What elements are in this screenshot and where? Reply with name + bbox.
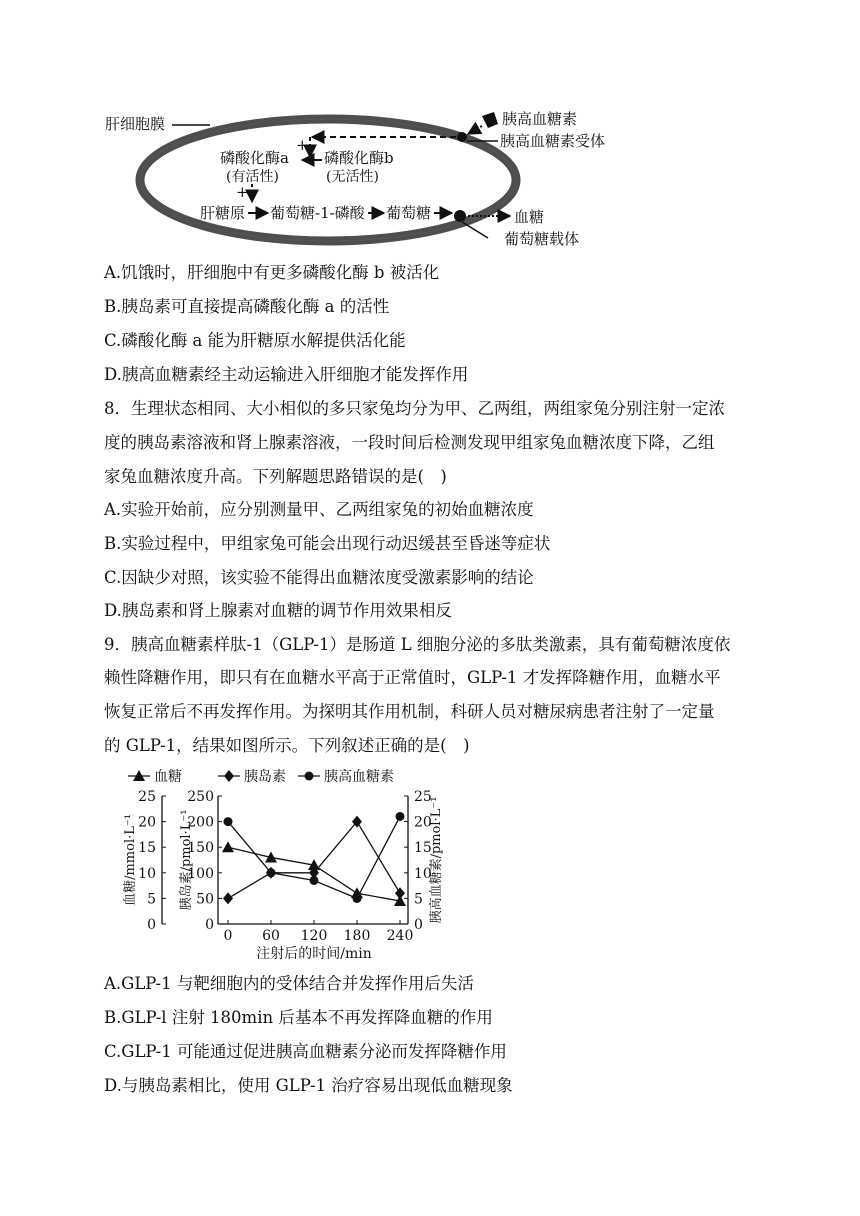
x-tick-label: 180 xyxy=(343,928,371,944)
series-2-point-2 xyxy=(310,876,319,885)
q8-option-c: C.因缺少对照，该实验不能得出血糖浓度受激素影响的结论 xyxy=(104,568,534,587)
series-2-point-3 xyxy=(353,894,362,903)
glucagon-shape xyxy=(482,112,498,128)
q7-option-c: C.磷酸化酶 a 能为肝糖原水解提供活化能 xyxy=(104,331,406,350)
right-tick-label: 25 xyxy=(414,789,432,805)
q8-stem-line-1: 8．生理状态相同、大小相似的多只家兔均分为甲、乙两组，两组家兔分别注射一定浓 xyxy=(104,399,725,418)
legend-marker-1 xyxy=(224,770,234,782)
left-tick-label: 5 xyxy=(147,891,156,908)
q8-stem-line-3: 家兔血糖浓度升高。下列解题思路错误的是( ) xyxy=(104,467,447,486)
carrier-shape xyxy=(454,210,466,222)
series-1-point-4 xyxy=(395,887,405,899)
left-tick-label: 15 xyxy=(138,840,156,857)
q8-option-b: B.实验过程中，甲组家兔可能会出现行动迟缓甚至昏迷等症状 xyxy=(104,534,551,553)
enzyme-b: 磷酸化酶b xyxy=(324,149,394,167)
q9-stem-line-2: 赖性降糖作用，即只有在血糖水平高于正常值时，GLP-1 才发挥降糖作用，血糖水平 xyxy=(104,668,721,687)
left-tick-label: 10 xyxy=(138,865,156,882)
enzyme-b-state: (无活性) xyxy=(326,169,379,185)
q9-stem-line-1: 9．胰高血糖素样肽-1（GLP-1）是肠道 L 细胞分泌的多肽类激素，具有葡萄糖浓度依 xyxy=(104,635,731,654)
q9-option-a: A.GLP-1 与靶细胞内的受体结合并发挥作用后失活 xyxy=(104,974,474,993)
right-tick-label: 20 xyxy=(414,814,432,831)
legend-label-0: 血糖 xyxy=(154,769,182,785)
glucose-1-phosphate: 葡萄糖-1-磷酸 xyxy=(270,204,365,222)
q9-option-d: D.与胰岛素相比，使用 GLP-1 治疗容易出现低血糖现象 xyxy=(104,1076,513,1095)
q9-stem-line-4: 的 GLP-1，结果如图所示。下列叙述正确的是( ) xyxy=(104,736,470,755)
x-tick-label: 120 xyxy=(300,928,328,944)
q9-option-b: B.GLP-l 注射 180min 后基本不再发挥降血糖的作用 xyxy=(104,1008,493,1027)
q9-option-c: C.GLP-1 可能通过促进胰高血糖素分泌而发挥降糖作用 xyxy=(104,1042,507,1061)
legend-label-1: 胰岛素 xyxy=(244,769,286,785)
q9-stem-line-3: 恢复正常后不再发挥作用。为探明其作用机制，科研人员对糖尿病患者注射了一定量 xyxy=(104,702,715,721)
right-tick-label: 15 xyxy=(414,840,432,857)
q8-option-a: A.实验开始前，应分别测量甲、乙两组家兔的初始血糖浓度 xyxy=(104,500,534,519)
carrier-label: 葡萄糖载体 xyxy=(504,230,580,248)
x-axis-title: 注射后的时间/min xyxy=(256,946,372,962)
q7-option-a: A.饥饿时，肝细胞中有更多磷酸化酶 b 被活化 xyxy=(104,263,440,282)
mid-tick-label: 100 xyxy=(187,865,214,882)
receptor-shape xyxy=(457,132,467,142)
liver-cell-diagram xyxy=(100,100,660,260)
q7-option-b: B.胰岛素可直接提高磷酸化酶 a 的活性 xyxy=(104,297,390,316)
left-axis-title: 血糖/mmol·L⁻¹ xyxy=(123,814,138,906)
mid-tick-label: 50 xyxy=(196,891,214,908)
left-tick-label: 25 xyxy=(138,789,156,805)
glp1-chart xyxy=(100,764,460,970)
legend-marker-2 xyxy=(305,772,314,781)
right-tick-label: 5 xyxy=(414,891,423,908)
q7-option-d: D.胰高血糖素经主动运输进入肝细胞才能发挥作用 xyxy=(104,365,469,384)
receptor-label: 胰高血糖素受体 xyxy=(500,132,606,150)
q8-stem-line-2: 度的胰岛素溶液和肾上腺素溶液，一段时间后检测发现甲组家兔血糖浓度下降，乙组 xyxy=(104,433,715,452)
right-axis-title: 胰高血糖素/pmol·L⁻¹ xyxy=(429,796,444,924)
left-tick-label: 0 xyxy=(147,917,156,933)
plus-sign-2: + xyxy=(236,183,249,201)
series-2-point-1 xyxy=(267,868,276,877)
right-tick-label: 0 xyxy=(414,917,423,933)
blood-glucose-label: 血糖 xyxy=(514,208,545,226)
left-tick-label: 20 xyxy=(138,814,156,831)
q8-option-d: D.胰岛素和肾上腺素对血糖的调节作用效果相反 xyxy=(104,601,452,620)
mid-tick-label: 250 xyxy=(187,789,214,805)
mid-axis-title: 胰岛素/pmol·L⁻¹ xyxy=(179,809,194,911)
series-2-point-4 xyxy=(396,812,405,821)
series-1-point-0 xyxy=(223,892,233,904)
plus-sign-1: + xyxy=(296,136,309,154)
x-tick-label: 240 xyxy=(386,928,414,944)
mid-tick-label: 150 xyxy=(187,840,214,857)
glucose: 葡萄糖 xyxy=(386,204,432,222)
enzyme-a-state: (有活性) xyxy=(226,169,279,185)
membrane-label: 肝细胞膜 xyxy=(105,115,166,133)
series-line-2 xyxy=(228,816,400,898)
mid-tick-label: 0 xyxy=(205,917,214,933)
series-2-point-0 xyxy=(224,817,233,826)
enzyme-a: 磷酸化酶a xyxy=(220,149,289,167)
glycogen: 肝糖原 xyxy=(200,204,246,222)
mid-tick-label: 200 xyxy=(187,814,214,831)
series-0-point-0 xyxy=(222,841,234,852)
glucagon-label: 胰高血糖素 xyxy=(502,110,578,128)
x-tick-label: 60 xyxy=(262,928,280,944)
x-tick-label: 0 xyxy=(223,928,233,944)
legend-label-2: 胰高血糖素 xyxy=(324,769,394,785)
right-tick-label: 10 xyxy=(414,865,432,882)
